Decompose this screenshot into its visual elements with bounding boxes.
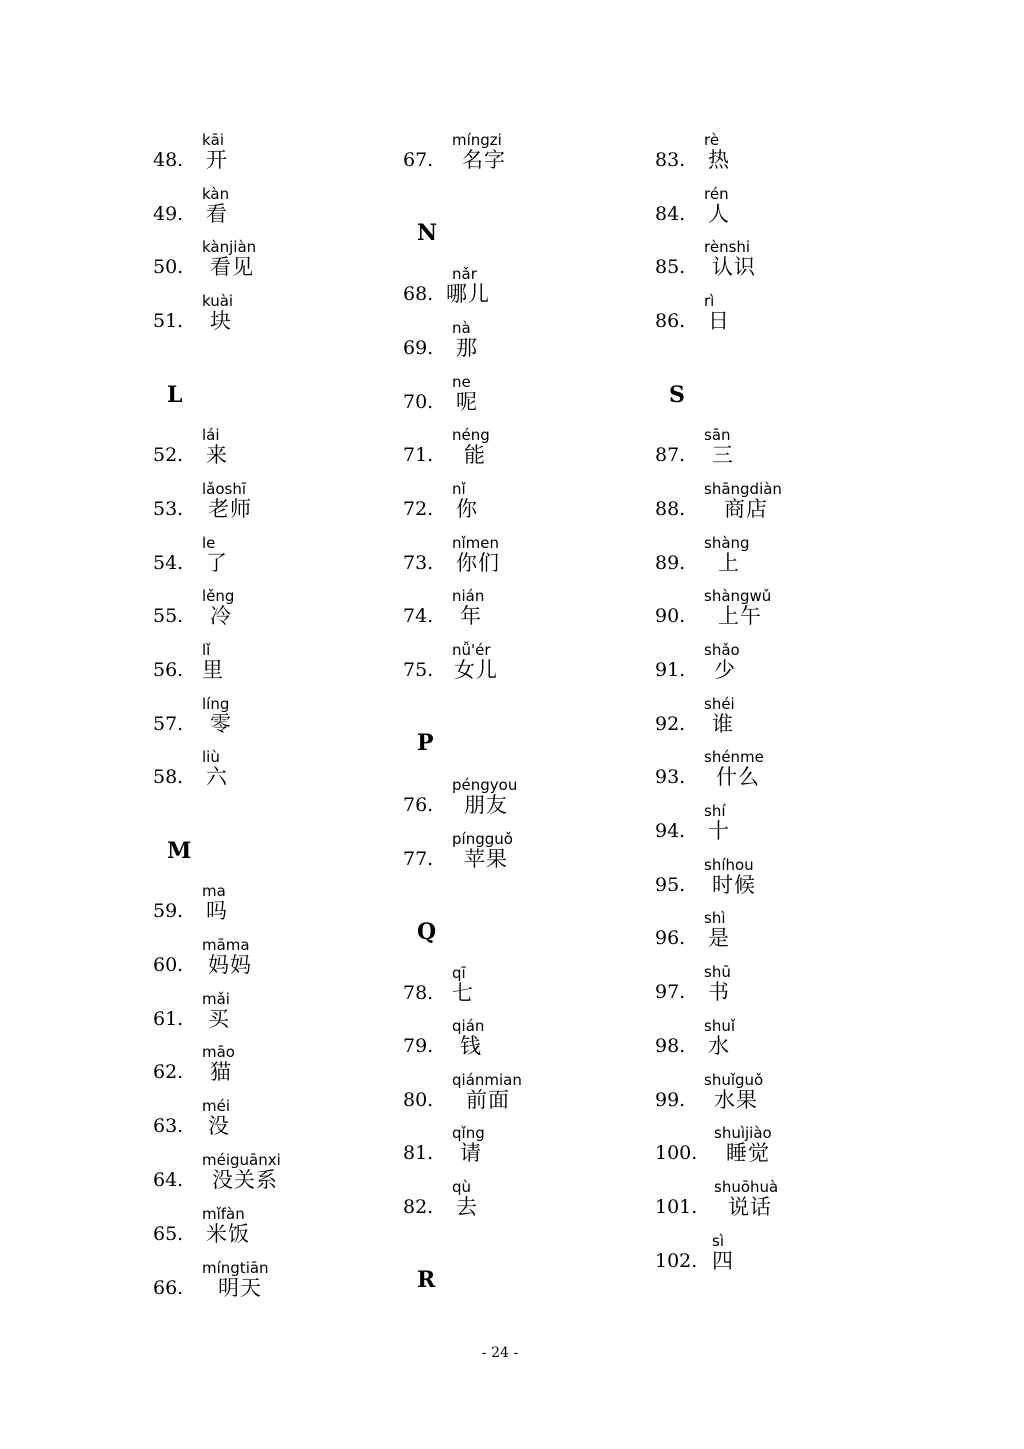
hanzi: 水果: [714, 1088, 758, 1112]
vocab-entry: [652, 131, 952, 185]
vocab-entry: [652, 856, 952, 910]
hanzi: 没关系: [212, 1168, 278, 1192]
entry-number: 66.: [153, 1277, 184, 1299]
hanzi: 日: [708, 309, 730, 333]
pinyin: nǐmen: [452, 534, 500, 552]
pinyin: nián: [452, 587, 485, 605]
entry-number: 49.: [153, 203, 184, 225]
pinyin: mǎi: [202, 990, 230, 1008]
hanzi: 看见: [210, 255, 254, 279]
pinyin: sān: [704, 426, 731, 444]
entry-number: 94.: [655, 820, 686, 842]
vocab-entry: [652, 695, 952, 749]
entry-number: 98.: [655, 1035, 686, 1057]
hanzi: 猫: [210, 1060, 232, 1084]
vocab-entry: [652, 909, 952, 963]
entry-number: 77.: [403, 848, 434, 870]
section-letter-heading: R: [417, 1267, 436, 1293]
vocab-entry: [652, 748, 952, 802]
hanzi: 三: [712, 443, 734, 467]
pinyin: péngyou: [452, 776, 518, 794]
entry-number: 50.: [153, 256, 184, 278]
hanzi: 七: [452, 981, 474, 1005]
entry-number: 78.: [403, 982, 434, 1004]
pinyin: māo: [202, 1043, 235, 1061]
hanzi: 是: [708, 926, 730, 950]
pinyin: méi: [202, 1097, 231, 1115]
hanzi: 去: [456, 1195, 478, 1219]
hanzi: 请: [460, 1141, 482, 1165]
entry-number: 70.: [403, 391, 434, 413]
hanzi: 水: [708, 1034, 730, 1058]
hanzi: 人: [708, 202, 730, 226]
hanzi: 书: [708, 980, 730, 1004]
entry-number: 53.: [153, 498, 184, 520]
entry-number: 79.: [403, 1035, 434, 1057]
vocab-entry: [652, 238, 952, 292]
pinyin: rì: [704, 292, 715, 310]
pinyin: shénme: [704, 748, 764, 766]
hanzi: 哪儿: [446, 282, 490, 306]
hanzi: 你们: [456, 551, 500, 575]
vocab-entry: [652, 185, 952, 239]
hanzi: 零: [210, 712, 232, 736]
hanzi: 开: [206, 148, 228, 172]
pinyin: rè: [704, 131, 720, 149]
hanzi: 吗: [206, 899, 228, 923]
entry-number: 55.: [153, 605, 184, 627]
entry-number: 97.: [655, 981, 686, 1003]
section-letter-heading: N: [417, 220, 438, 246]
vocab-entry: [652, 426, 952, 480]
entry-number: 87.: [655, 444, 686, 466]
entry-number: 72.: [403, 498, 434, 520]
hanzi: 妈妈: [208, 953, 252, 977]
pinyin: qǐng: [452, 1124, 485, 1142]
hanzi: 块: [210, 309, 232, 333]
pinyin: ne: [452, 373, 471, 391]
hanzi: 苹果: [464, 847, 508, 871]
entry-number: 96.: [655, 927, 686, 949]
vocab-entry: [652, 534, 952, 588]
pinyin: mǐfàn: [202, 1205, 245, 1223]
entry-number: 90.: [655, 605, 686, 627]
entry-number: 59.: [153, 900, 184, 922]
entry-number: 84.: [655, 203, 686, 225]
entry-number: 48.: [153, 149, 184, 171]
hanzi: 老师: [208, 497, 252, 521]
entry-number: 100.: [655, 1142, 698, 1164]
hanzi: 看: [206, 202, 228, 226]
section-letter-heading: M: [167, 838, 192, 864]
pinyin: qiánmian: [452, 1071, 522, 1089]
pinyin: lěng: [202, 587, 235, 605]
pinyin: shí: [704, 802, 726, 820]
entry-number: 102.: [655, 1250, 698, 1272]
pinyin: shíhou: [704, 856, 754, 874]
entry-number: 93.: [655, 766, 686, 788]
vocab-entry: [652, 1232, 952, 1286]
hanzi: 前面: [466, 1088, 510, 1112]
pinyin: ma: [202, 882, 226, 900]
hanzi: 呢: [456, 390, 478, 414]
hanzi: 六: [206, 765, 228, 789]
entry-number: 89.: [655, 552, 686, 574]
hanzi: 上午: [718, 604, 762, 628]
entry-number: 101.: [655, 1196, 698, 1218]
entry-number: 86.: [655, 310, 686, 332]
vocab-entry: [652, 802, 952, 856]
entry-number: 95.: [655, 874, 686, 896]
hanzi: 能: [464, 443, 486, 467]
pinyin: shàng: [704, 534, 750, 552]
vocab-entry: [652, 1178, 952, 1232]
hanzi: 四: [712, 1249, 734, 1273]
pinyin: shāngdiàn: [704, 480, 782, 498]
pinyin: sì: [712, 1232, 724, 1250]
hanzi: 上: [718, 551, 740, 575]
entry-number: 63.: [153, 1115, 184, 1137]
hanzi: 名字: [462, 148, 506, 172]
vocab-entry: [652, 641, 952, 695]
pinyin: líng: [202, 695, 230, 713]
pinyin: kàn: [202, 185, 230, 203]
pinyin: rènshi: [704, 238, 751, 256]
pinyin: lǎoshī: [202, 480, 247, 498]
pinyin: shuìjiào: [714, 1124, 772, 1142]
pinyin: rén: [704, 185, 729, 203]
vocab-entry: [652, 587, 952, 641]
entry-number: 73.: [403, 552, 434, 574]
entry-number: 74.: [403, 605, 434, 627]
hanzi: 买: [208, 1007, 230, 1031]
section-letter-heading: Q: [417, 919, 437, 945]
vocab-entry: [652, 292, 952, 346]
hanzi: 谁: [712, 712, 734, 736]
hanzi: 什么: [716, 765, 760, 789]
vocabulary-column-3: [652, 0, 952, 1449]
pinyin: míngtiān: [202, 1259, 269, 1277]
pinyin: shuōhuà: [714, 1178, 779, 1196]
page-number: - 24 -: [481, 1345, 519, 1361]
pinyin: qù: [452, 1178, 472, 1196]
pinyin: liù: [202, 748, 220, 766]
pinyin: kāi: [202, 131, 225, 149]
pinyin: míngzi: [452, 131, 502, 149]
hanzi: 时候: [712, 873, 756, 897]
hanzi: 那: [456, 336, 478, 360]
entry-number: 54.: [153, 552, 184, 574]
hanzi: 朋友: [464, 793, 508, 817]
hanzi: 了: [206, 551, 228, 575]
pinyin: lái: [202, 426, 220, 444]
pinyin: shàngwǔ: [704, 587, 772, 605]
entry-number: 81.: [403, 1142, 434, 1164]
vocab-entry: [652, 1017, 952, 1071]
entry-number: 65.: [153, 1223, 184, 1245]
hanzi: 你: [456, 497, 478, 521]
pinyin: shuǐguǒ: [704, 1071, 764, 1089]
hanzi: 认识: [712, 255, 756, 279]
pinyin: nǚ'ér: [452, 641, 491, 659]
pinyin: kuài: [202, 292, 234, 310]
pinyin: lǐ: [202, 641, 211, 659]
entry-number: 62.: [153, 1061, 184, 1083]
pinyin: shǎo: [704, 641, 740, 659]
hanzi: 女儿: [454, 658, 498, 682]
vocab-entry: [652, 1071, 952, 1125]
pinyin: shuǐ: [704, 1017, 735, 1035]
entry-number: 67.: [403, 149, 434, 171]
vocab-entry: [652, 480, 952, 534]
hanzi: 少: [714, 658, 736, 682]
entry-number: 64.: [153, 1169, 184, 1191]
hanzi: 米饭: [206, 1222, 250, 1246]
pinyin: le: [202, 534, 216, 552]
entry-number: 88.: [655, 498, 686, 520]
vocab-entry: [652, 1124, 952, 1178]
entry-number: 60.: [153, 954, 184, 976]
entry-number: 85.: [655, 256, 686, 278]
entry-number: 61.: [153, 1008, 184, 1030]
entry-number: 58.: [153, 766, 184, 788]
entry-number: 99.: [655, 1089, 686, 1111]
pinyin: píngguǒ: [452, 830, 513, 848]
entry-number: 68.: [403, 283, 434, 305]
entry-number: 80.: [403, 1089, 434, 1111]
entry-number: 75.: [403, 659, 434, 681]
entry-number: 51.: [153, 310, 184, 332]
entry-number: 82.: [403, 1196, 434, 1218]
entry-number: 83.: [655, 149, 686, 171]
entry-number: 92.: [655, 713, 686, 735]
pinyin: qī: [452, 964, 466, 982]
pinyin: nà: [452, 319, 471, 337]
hanzi: 里: [202, 658, 224, 682]
hanzi: 钱: [460, 1034, 482, 1058]
hanzi: 冷: [210, 604, 232, 628]
hanzi: 十: [708, 819, 730, 843]
pinyin: shū: [704, 963, 731, 981]
pinyin: nǎr: [452, 265, 477, 283]
pinyin: shì: [704, 909, 726, 927]
hanzi: 商店: [724, 497, 768, 521]
entry-number: 71.: [403, 444, 434, 466]
hanzi: 睡觉: [726, 1141, 770, 1165]
entry-number: 91.: [655, 659, 686, 681]
pinyin: qián: [452, 1017, 485, 1035]
entry-number: 76.: [403, 794, 434, 816]
hanzi: 明天: [218, 1276, 262, 1300]
hanzi: 说话: [728, 1195, 772, 1219]
hanzi: 来: [206, 443, 228, 467]
pinyin: shéi: [704, 695, 735, 713]
pinyin: nǐ: [452, 480, 466, 498]
pinyin: kànjiàn: [202, 238, 257, 256]
section-letter-heading: P: [417, 730, 434, 756]
entry-number: 56.: [153, 659, 184, 681]
hanzi: 热: [708, 148, 730, 172]
pinyin: māma: [202, 936, 250, 954]
vocab-entry: [652, 963, 952, 1017]
entry-number: 69.: [403, 337, 434, 359]
section-letter-heading: L: [167, 382, 183, 408]
entry-number: 52.: [153, 444, 184, 466]
pinyin: méiguānxi: [202, 1151, 281, 1169]
pinyin: néng: [452, 426, 490, 444]
hanzi: 没: [208, 1114, 230, 1138]
entry-number: 57.: [153, 713, 184, 735]
section-letter-heading: S: [669, 382, 685, 408]
hanzi: 年: [460, 604, 482, 628]
